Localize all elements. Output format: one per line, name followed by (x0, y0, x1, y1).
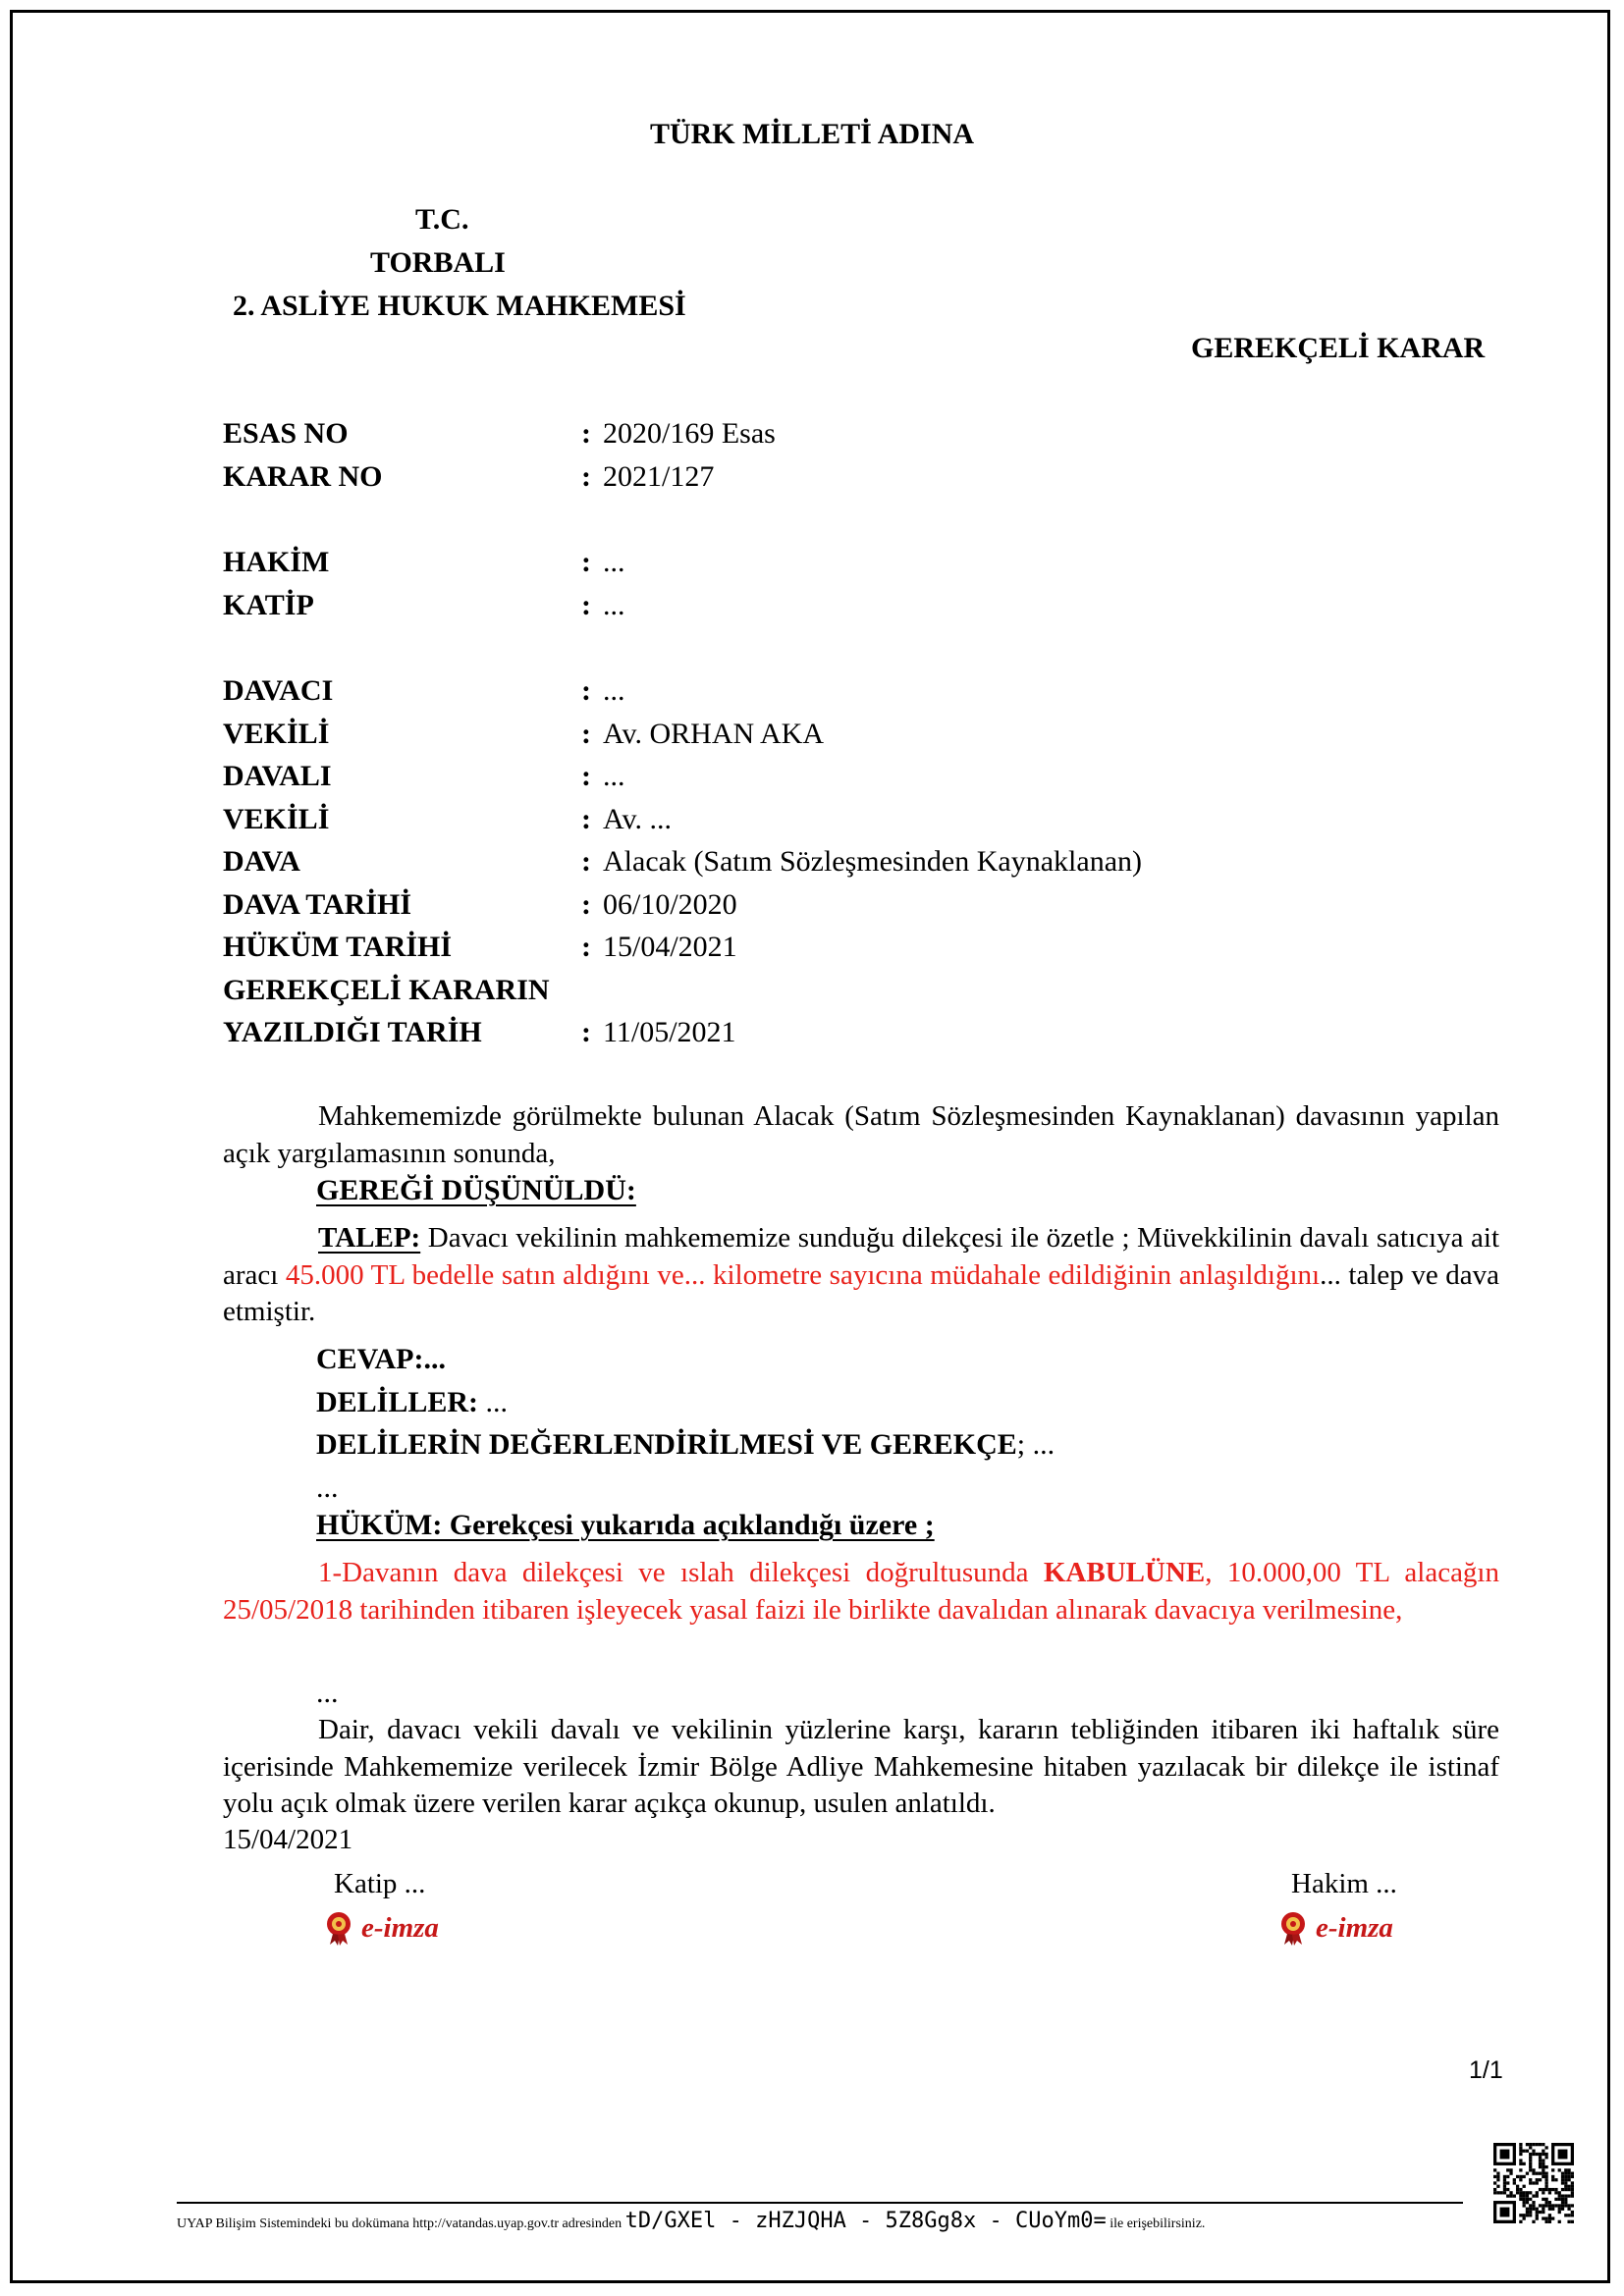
katip-eimza-text: e-imza (361, 1911, 439, 1944)
colon: : (581, 460, 591, 493)
page-number: 1/1 (1469, 2056, 1503, 2084)
colon: : (581, 760, 591, 792)
eimza-seal-icon (1278, 1910, 1312, 1946)
hakim-signature-label: Hakim ... (1291, 1868, 1397, 1899)
vekil1-label: VEKİLİ (223, 718, 330, 750)
degerlendirme-label: DELİLERİN DEĞERLENDİRİLMESİ VE GEREKÇE (316, 1428, 1017, 1461)
davaci-value: ... (603, 674, 625, 707)
doc-type-heading: GEREKÇELİ KARAR (1191, 332, 1486, 364)
karar-value: 2021/127 (603, 460, 715, 493)
footer-verification-code: tD/GXEl - zHZJQHA - 5Z8Gg8x - CUoYm0= (624, 2209, 1107, 2233)
deliller-line (316, 1384, 508, 1421)
colon: : (581, 803, 591, 835)
colon: : (581, 718, 591, 750)
katip-eimza-badge (324, 1910, 439, 1946)
ellipsis-1: ... (316, 1471, 339, 1504)
city-heading: TORBALI (370, 246, 506, 279)
footer-text-pre: UYAP Bilişim Sistemindeki bu dokümana http://vatandas.uyap.gov.tr adresinden (177, 2216, 625, 2231)
katip-value: ... (603, 589, 625, 621)
hakim-value: ... (603, 546, 625, 578)
davali-value: ... (603, 760, 625, 792)
deliller-label: DELİLLER: (316, 1386, 479, 1418)
colon: : (581, 1016, 591, 1048)
talep-label: TALEP: (318, 1222, 421, 1254)
talep-text-2: ... talep ve dava etmiştir. (223, 1258, 1499, 1327)
dava-tarihi-value: 06/10/2020 (603, 888, 737, 921)
hakim-eimza-text: e-imza (1316, 1911, 1393, 1944)
katip-label: KATİP (223, 589, 314, 621)
hukum-tarihi-label: HÜKÜM TARİHİ (223, 931, 453, 963)
dava-value: Alacak (Satım Sözleşmesinden Kaynaklanan) (603, 845, 1142, 878)
dava-label: DAVA (223, 845, 300, 878)
deliller-value: ... (478, 1386, 509, 1418)
colon: : (581, 546, 591, 578)
colon: : (581, 931, 591, 963)
karar-text-1: 1-Davanın dava dilekçesi ve ıslah dilekçesi doğrultusunda (318, 1557, 1044, 1588)
davali-label: DAVALI (223, 760, 332, 792)
karar-label: KARAR NO (223, 460, 383, 493)
gerekceli-label-line2: YAZILDIĞI TARİH (223, 1016, 482, 1048)
footer-verification (177, 2209, 1205, 2233)
talep-text-red: 45.000 TL bedelle satın aldığını ve... kilometre sayıcına müdahale edildiğinin anlaşıldığını (285, 1258, 1321, 1291)
court-heading: 2. ASLİYE HUKUK MAHKEMESİ (233, 290, 686, 322)
dair-paragraph: Dair, davacı vekili davalı ve vekilinin yüzlerine karşı, kararın tebliğinden itibaren iki haftalık süre içerisinde Mahkememize verilecek İzmir Bölge Adliye Mahkemesine hitaben yazılacak bir dilekçe ile istinaf yolu açık olmak üzere verilen karar açıkça okunup, usulen anlatıldı. (223, 1714, 1499, 1819)
vekil2-label: VEKİLİ (223, 803, 330, 835)
colon: : (581, 417, 591, 450)
nation-heading: TÜRK MİLLETİ ADINA (649, 118, 975, 150)
kabulune-text: KABULÜNE (1043, 1557, 1206, 1588)
hukum-heading: HÜKÜM: Gerekçesi yukarıda açıklandığı üzere ; (316, 1509, 935, 1541)
intro-paragraph: Mahkememizde görülmekte bulunan Alacak (Satım Sözleşmesinden Kaynaklanan) davasının yapılan açık yargılamasının sonunda, (223, 1100, 1499, 1169)
katip-signature-label: Katip ... (334, 1868, 426, 1899)
colon: : (581, 674, 591, 707)
tc-heading: T.C. (415, 203, 469, 236)
karar-paragraph (223, 1555, 1499, 1629)
degerlendirme-line (316, 1426, 1055, 1464)
davaci-label: DAVACI (223, 674, 334, 707)
cevap-heading: CEVAP:... (316, 1343, 446, 1375)
hakim-label: HAKİM (223, 546, 330, 578)
qr-code-icon (1493, 2143, 1574, 2223)
vekil2-value: Av. ... (603, 803, 672, 835)
talep-text-1: Davacı vekilinin mahkememize sunduğu dilekçesi ile özetle ; Müvekkilinin davalı satıcıya ait aracı (223, 1222, 1499, 1291)
colon: : (581, 888, 591, 921)
esas-label: ESAS NO (223, 417, 349, 450)
hukum-tarihi-value: 15/04/2021 (603, 931, 737, 963)
hakim-eimza-badge (1278, 1910, 1393, 1946)
ellipsis-2: ... (316, 1677, 339, 1709)
karar-text-2: , 10.000,00 TL alacağın 25/05/2018 tarihinden itibaren işleyecek yasal faizi ile birlikte davalıdan alınarak davacıya verilmesine, (223, 1557, 1499, 1626)
dava-tarihi-label: DAVA TARİHİ (223, 888, 412, 921)
gerekceli-value: 11/05/2021 (603, 1016, 736, 1048)
geregi-heading: GEREĞİ DÜŞÜNÜLDÜ: (316, 1174, 636, 1206)
footer-text-post: ile erişebilirsiniz. (1106, 2216, 1206, 2231)
colon: : (581, 845, 591, 878)
decision-date: 15/04/2021 (223, 1824, 353, 1855)
vekil1-value: Av. ORHAN AKA (603, 718, 824, 750)
footer-divider (177, 2202, 1463, 2204)
colon: : (581, 589, 591, 621)
gerekceli-label-line1: GEREKÇELİ KARARIN (223, 974, 550, 1006)
talep-paragraph (223, 1220, 1499, 1331)
degerlendirme-value: ; ... (1016, 1428, 1056, 1461)
eimza-seal-icon (324, 1910, 357, 1946)
esas-value: 2020/169 Esas (603, 417, 776, 450)
